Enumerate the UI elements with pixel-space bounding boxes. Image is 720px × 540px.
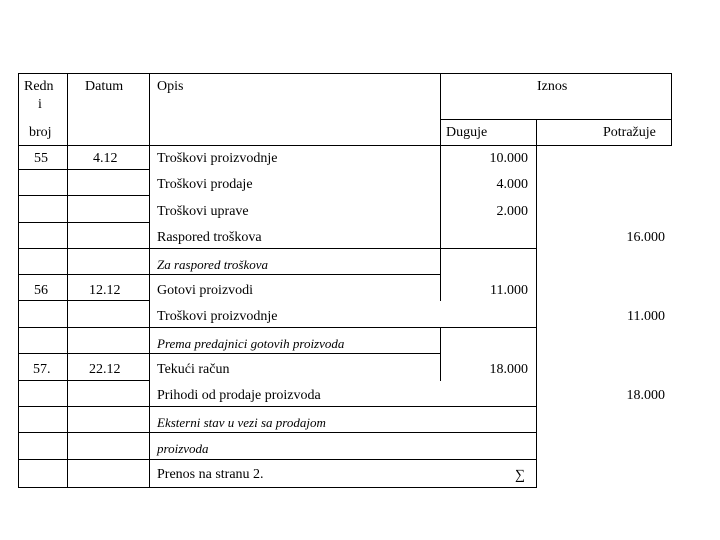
cell-redni: 56 bbox=[34, 283, 48, 298]
cell-duguje: 4.000 bbox=[496, 177, 528, 192]
cell-duguje: 18.000 bbox=[489, 362, 528, 377]
table-top-border bbox=[18, 73, 672, 74]
row-divider-opis bbox=[149, 327, 537, 328]
header-datum: Datum bbox=[85, 79, 124, 94]
header-redni-line1: Redn bbox=[24, 79, 54, 94]
cell-duguje: 10.000 bbox=[489, 151, 528, 166]
cell-opis: Tekući račun bbox=[157, 362, 230, 377]
cell-opis-note: Eksterni stav u vezi sa prodajom bbox=[157, 415, 326, 430]
row-divider bbox=[18, 169, 150, 170]
row-divider bbox=[18, 432, 150, 433]
row-divider-opis bbox=[149, 353, 440, 354]
row-divider bbox=[18, 353, 150, 354]
column-divider-datum bbox=[149, 73, 150, 488]
row-divider bbox=[18, 248, 150, 249]
cell-opis-note: Prema predajnici gotovih proizvoda bbox=[157, 336, 345, 351]
header-potrazuje: Potražuje bbox=[603, 125, 656, 140]
cell-opis: Prenos na stranu 2. bbox=[157, 467, 264, 482]
column-divider-redni bbox=[67, 73, 68, 488]
row-divider bbox=[18, 195, 150, 196]
row-divider-opis bbox=[149, 248, 537, 249]
cell-opis: Gotovi proizvodi bbox=[157, 283, 254, 298]
cell-opis: Troškovi proizvodnje bbox=[157, 309, 278, 324]
cell-opis-note: proizvoda bbox=[157, 441, 209, 456]
header-opis: Opis bbox=[157, 79, 184, 94]
row-divider bbox=[18, 380, 150, 381]
cell-opis-note: Za raspored troškova bbox=[157, 257, 268, 272]
cell-datum: 22.12 bbox=[89, 362, 121, 377]
cell-duguje: 2.000 bbox=[496, 204, 528, 219]
cell-opis: Raspored troškova bbox=[157, 230, 262, 245]
row-divider-opis bbox=[149, 459, 537, 460]
row-divider bbox=[18, 274, 150, 275]
cell-opis: Prihodi od prodaje proizvoda bbox=[157, 388, 321, 403]
header-iznos: Iznos bbox=[537, 79, 568, 94]
table-right-border bbox=[671, 73, 672, 146]
sum-symbol: ∑ bbox=[515, 468, 525, 483]
cell-opis: Troškovi proizvodnje bbox=[157, 151, 278, 166]
cell-duguje: 11.000 bbox=[490, 283, 528, 298]
header-bottom-divider bbox=[18, 145, 672, 146]
row-divider-opis bbox=[149, 432, 537, 433]
cell-datum: 12.12 bbox=[89, 283, 121, 298]
cell-potrazuje: 18.000 bbox=[626, 388, 665, 403]
row-divider bbox=[18, 459, 150, 460]
cell-opis: Troškovi uprave bbox=[157, 204, 249, 219]
row-divider-opis bbox=[149, 274, 440, 275]
cell-potrazuje: 11.000 bbox=[627, 309, 665, 324]
row-divider bbox=[18, 406, 150, 407]
row-divider bbox=[18, 222, 150, 223]
cell-redni: 55 bbox=[34, 151, 48, 166]
table-bottom-border bbox=[18, 487, 536, 488]
header-redni-line3: broj bbox=[29, 125, 52, 140]
table-left-border bbox=[18, 73, 19, 488]
header-iznos-divider bbox=[440, 119, 672, 120]
cell-redni: 57. bbox=[33, 362, 51, 377]
row-divider bbox=[18, 300, 150, 301]
cell-datum: 4.12 bbox=[93, 151, 118, 166]
row-divider bbox=[18, 327, 150, 328]
header-duguje: Duguje bbox=[446, 125, 488, 140]
cell-potrazuje: 16.000 bbox=[626, 230, 665, 245]
header-redni-line2: i bbox=[38, 97, 42, 112]
row-divider-opis bbox=[149, 406, 537, 407]
cell-opis: Troškovi prodaje bbox=[157, 177, 253, 192]
